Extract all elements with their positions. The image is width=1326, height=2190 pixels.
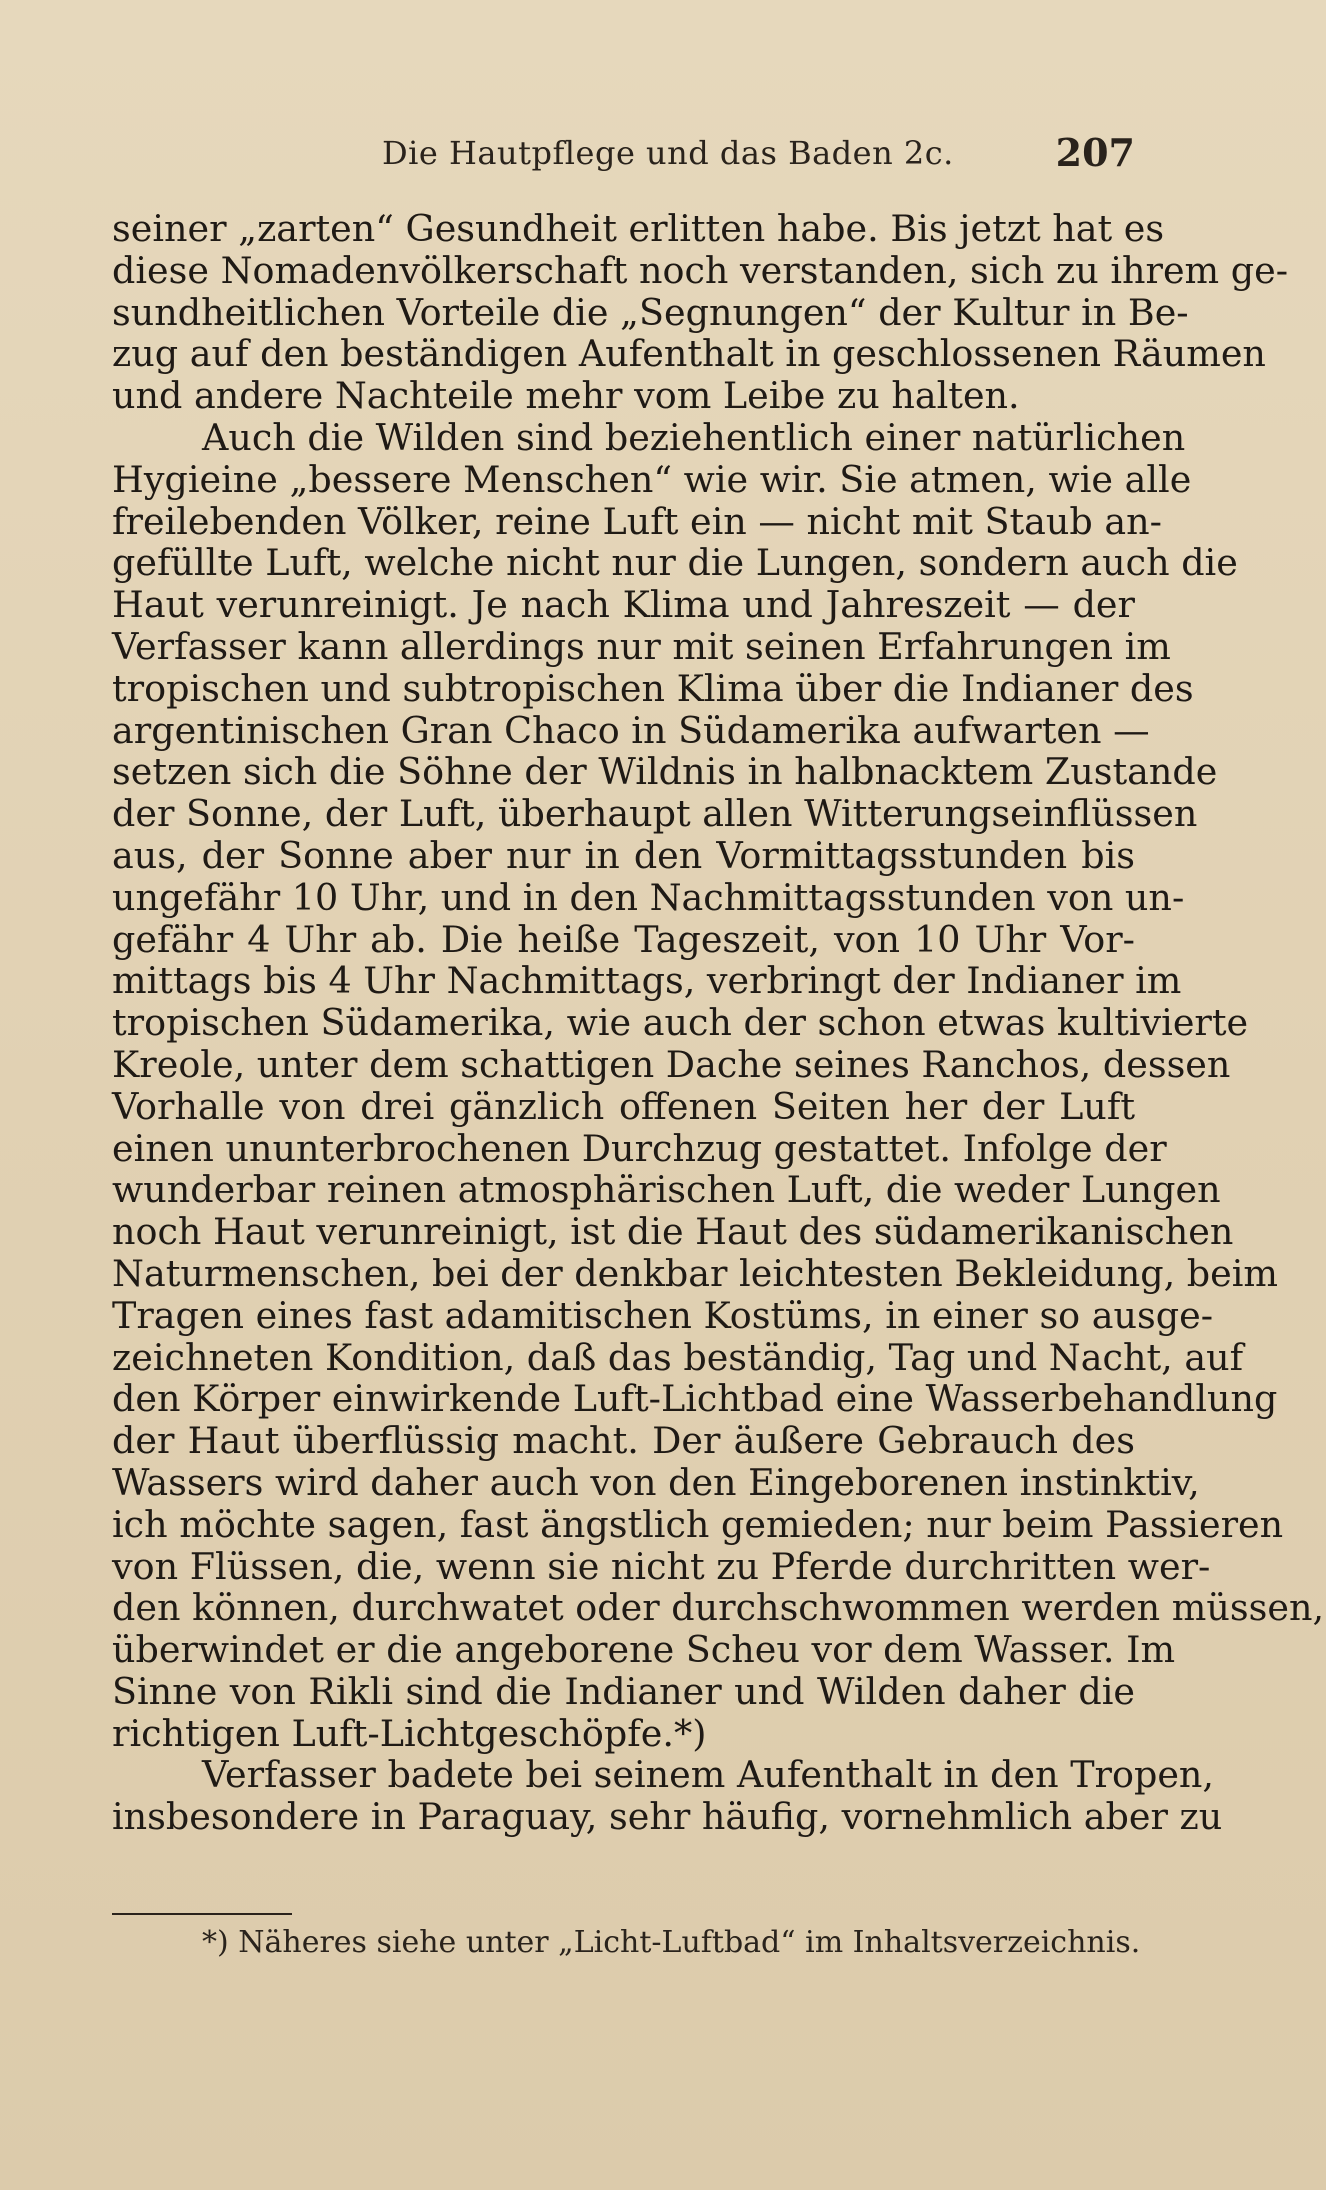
text-line: zeichneten Kondition, daß das beständig, Tag und Nacht, auf [112,1335,1244,1379]
text-line: Naturmenschen, bei der denkbar leichtesten Bekleidung, beim [112,1251,1279,1295]
text-line: Tragen eines fast adamitischen Kostüms, in einer so ausge- [112,1293,1214,1337]
text-line: setzen sich die Söhne der Wildnis in halbnacktem Zustande [112,750,1218,794]
text-line: Verfasser badete bei seinem Aufenthalt in den Tropen, [202,1753,1215,1797]
text-line: Wassers wird daher auch von den Eingeborenen instinktiv, [112,1460,1200,1504]
text-line: den können, durchwatet oder durchschwommen werden müssen, [112,1586,1325,1630]
text-line: seiner „zarten“ Gesundheit erlitten habe. Bis jetzt hat es [112,207,1165,250]
text-line: der Sonne, der Luft, überhaupt allen Witterungseinflüssen [112,792,1198,836]
text-line: Auch die Wilden sind beziehentlich einer natürlichen [202,415,1186,459]
text-line: argentinischen Gran Chaco in Südamerika aufwarten — [112,708,1150,752]
text-line: aus, der Sonne aber nur in den Vormittagsstunden bis [112,833,1135,877]
page-number: 207 [1055,130,1135,175]
text-line: den Körper einwirkende Luft-Lichtbad eine Wasserbehandlung [112,1377,1278,1421]
text-line: gefähr 4 Uhr ab. Die heiße Tageszeit, von 10 Uhr Vor- [112,917,1135,961]
text-line: insbesondere in Paraguay, sehr häufig, vornehmlich aber zu [112,1795,1223,1839]
text-line: ich möchte sagen, fast ängstlich gemieden; nur beim Passieren [112,1502,1284,1546]
text-line: gefüllte Luft, welche nicht nur die Lungen, sondern auch die [112,541,1238,585]
text-line: Haut verunreinigt. Je nach Klima und Jahreszeit — der [112,583,1135,627]
text-line: von Flüssen, die, wenn sie nicht zu Pferde durchritten wer- [112,1544,1211,1588]
text-line: ungefähr 10 Uhr, und in den Nachmittagsstunden von un- [112,875,1185,919]
text-line: und andere Nachteile mehr vom Leibe zu halten. [112,374,1020,418]
text-line: freilebenden Völker, reine Luft ein — nicht mit Staub an- [112,499,1162,543]
text-line: tropischen Südamerika, wie auch der schon etwas kultivierte [112,1001,1249,1045]
body-text [112,207,1325,1839]
text-line: der Haut überflüssig macht. Der äußere Gebrauch des [112,1419,1135,1463]
text-line: richtigen Luft-Lichtgeschöpfe.*) [112,1711,707,1755]
text-line: Verfasser kann allerdings nur mit seinen Erfahrungen im [112,624,1171,668]
text-line: überwindet er die angeborene Scheu vor dem Wasser. Im [112,1628,1176,1672]
text-line: Sinne von Rikli sind die Indianer und Wilden daher die [112,1669,1135,1713]
running-title: Die Hautpflege und das Baden 2c. [382,134,954,172]
text-line: sundheitlichen Vorteile die „Segnungen“ der Kultur in Be- [112,290,1189,334]
text-line: mittags bis 4 Uhr Nachmittags, verbringt der Indianer im [112,959,1182,1003]
text-line: einen ununterbrochenen Durchzug gestattet. Infolge der [112,1126,1167,1170]
text-line: zug auf den beständigen Aufenthalt in geschlossenen Räumen [112,332,1266,376]
text-line: Hygieine „bessere Menschen“ wie wir. Sie atmen, wie alle [112,457,1192,501]
footnote-rule [112,1913,292,1915]
text-line: Vorhalle von drei gänzlich offenen Seiten her der Luft [112,1084,1135,1128]
text-line: Kreole, unter dem schattigen Dache seines Ranchos, dessen [112,1042,1231,1086]
text-line: diese Nomadenvölkerschaft noch verstanden, sich zu ihrem ge- [112,248,1289,292]
footnote: *) Näheres siehe unter „Licht-Luftbad“ im Inhaltsverzeichnis. [202,1925,1141,1960]
text-line: wunderbar reinen atmosphärischen Luft, die weder Lungen [112,1168,1221,1212]
text-line: tropischen und subtropischen Klima über die Indianer des [112,666,1194,710]
text-line: noch Haut verunreinigt, ist die Haut des südamerikanischen [112,1210,1234,1254]
